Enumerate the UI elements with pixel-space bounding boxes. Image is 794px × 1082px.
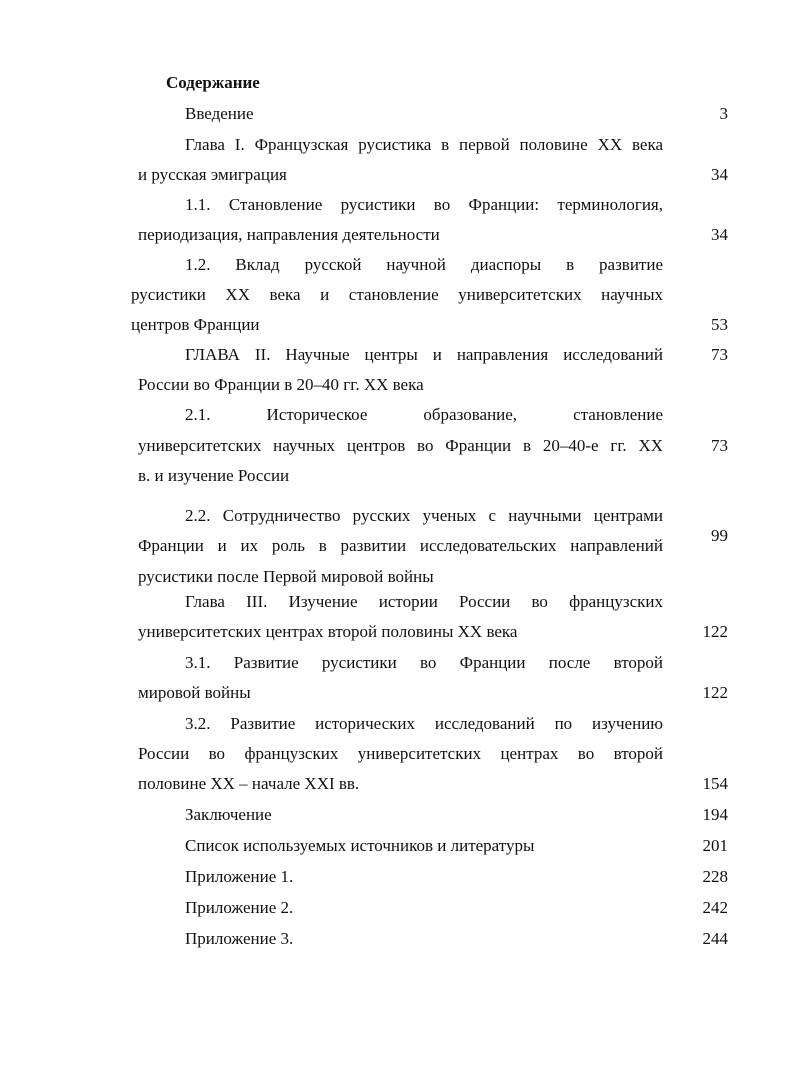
toc-entry-line: университетских научных центров во Франции в 20–40-е гг. XX: [138, 436, 663, 455]
toc-entry-line: 1.2. Вклад русской научной диаспоры в развитие: [185, 255, 663, 274]
toc-entry-line: 1.1. Становление русистики во Франции: терминология,: [185, 195, 663, 214]
toc-entry-line: русистики XX века и становление университетских научных: [131, 285, 663, 304]
toc-entry-line: 2.2. Сотрудничество русских ученых с научными центрами: [185, 506, 663, 525]
toc-page-number: 201: [702, 836, 728, 855]
toc-page-number: 73: [711, 345, 728, 364]
toc-entry-line: ГЛАВА II. Научные центры и направления исследований: [185, 345, 663, 364]
toc-entry-line: мировой войны: [138, 683, 251, 702]
toc-entry-line: Глава I. Французская русистика в первой половине XX века: [185, 135, 663, 154]
toc-entry-line: Приложение 3.: [185, 929, 294, 948]
toc-page-number: 34: [711, 165, 728, 184]
toc-entry-line: Приложение 1.: [185, 867, 294, 886]
toc-entry-line: Введение: [185, 104, 254, 123]
toc-entry-line: в. и изучение России: [138, 466, 290, 485]
toc-entry-line: центров Франции: [131, 315, 260, 334]
toc-entry-line: 2.1. Историческое образование, становление: [185, 405, 663, 424]
toc-page-number: 154: [702, 774, 728, 793]
toc-entry-line: и русская эмиграция: [138, 165, 287, 184]
toc-entry-line: русистики после Первой мировой войны: [138, 567, 434, 586]
toc-title: Содержание: [166, 73, 260, 92]
toc-entry-line: России во Франции в 20–40 гг. XX века: [138, 375, 424, 394]
toc-entry-line: Глава III. Изучение истории России во французских: [185, 592, 663, 611]
toc-entry-line: Заключение: [185, 805, 272, 824]
toc-entry-line: университетских центрах второй половины XX века: [138, 622, 518, 641]
toc-page-number: 228: [702, 867, 728, 886]
toc-entry-line: Приложение 2.: [185, 898, 294, 917]
toc-page-number: 122: [702, 683, 728, 702]
toc-entry-line: 3.1. Развитие русистики во Франции после второй: [185, 653, 663, 672]
toc-entry-line: 3.2. Развитие исторических исследований по изучению: [185, 714, 663, 733]
toc-page-number: 73: [711, 436, 728, 455]
toc-page-number: 99: [711, 526, 728, 545]
toc-page-number: 34: [711, 225, 728, 244]
toc-page-number: 194: [702, 805, 728, 824]
toc-entry-line: периодизация, направления деятельности: [138, 225, 440, 244]
toc-entry-line: Список используемых источников и литературы: [185, 836, 535, 855]
toc-page-number: 244: [702, 929, 728, 948]
toc-entry-line: Франции и их роль в развитии исследовательских направлений: [138, 536, 663, 555]
toc-page-number: 3: [719, 104, 728, 123]
toc-page-number: 53: [711, 315, 728, 334]
toc-entry-line: России во французских университетских центрах во второй: [138, 744, 663, 763]
toc-page-number: 242: [702, 898, 728, 917]
toc-page-number: 122: [702, 622, 728, 641]
toc-entry-line: половине XX – начале XXI вв.: [138, 774, 360, 793]
